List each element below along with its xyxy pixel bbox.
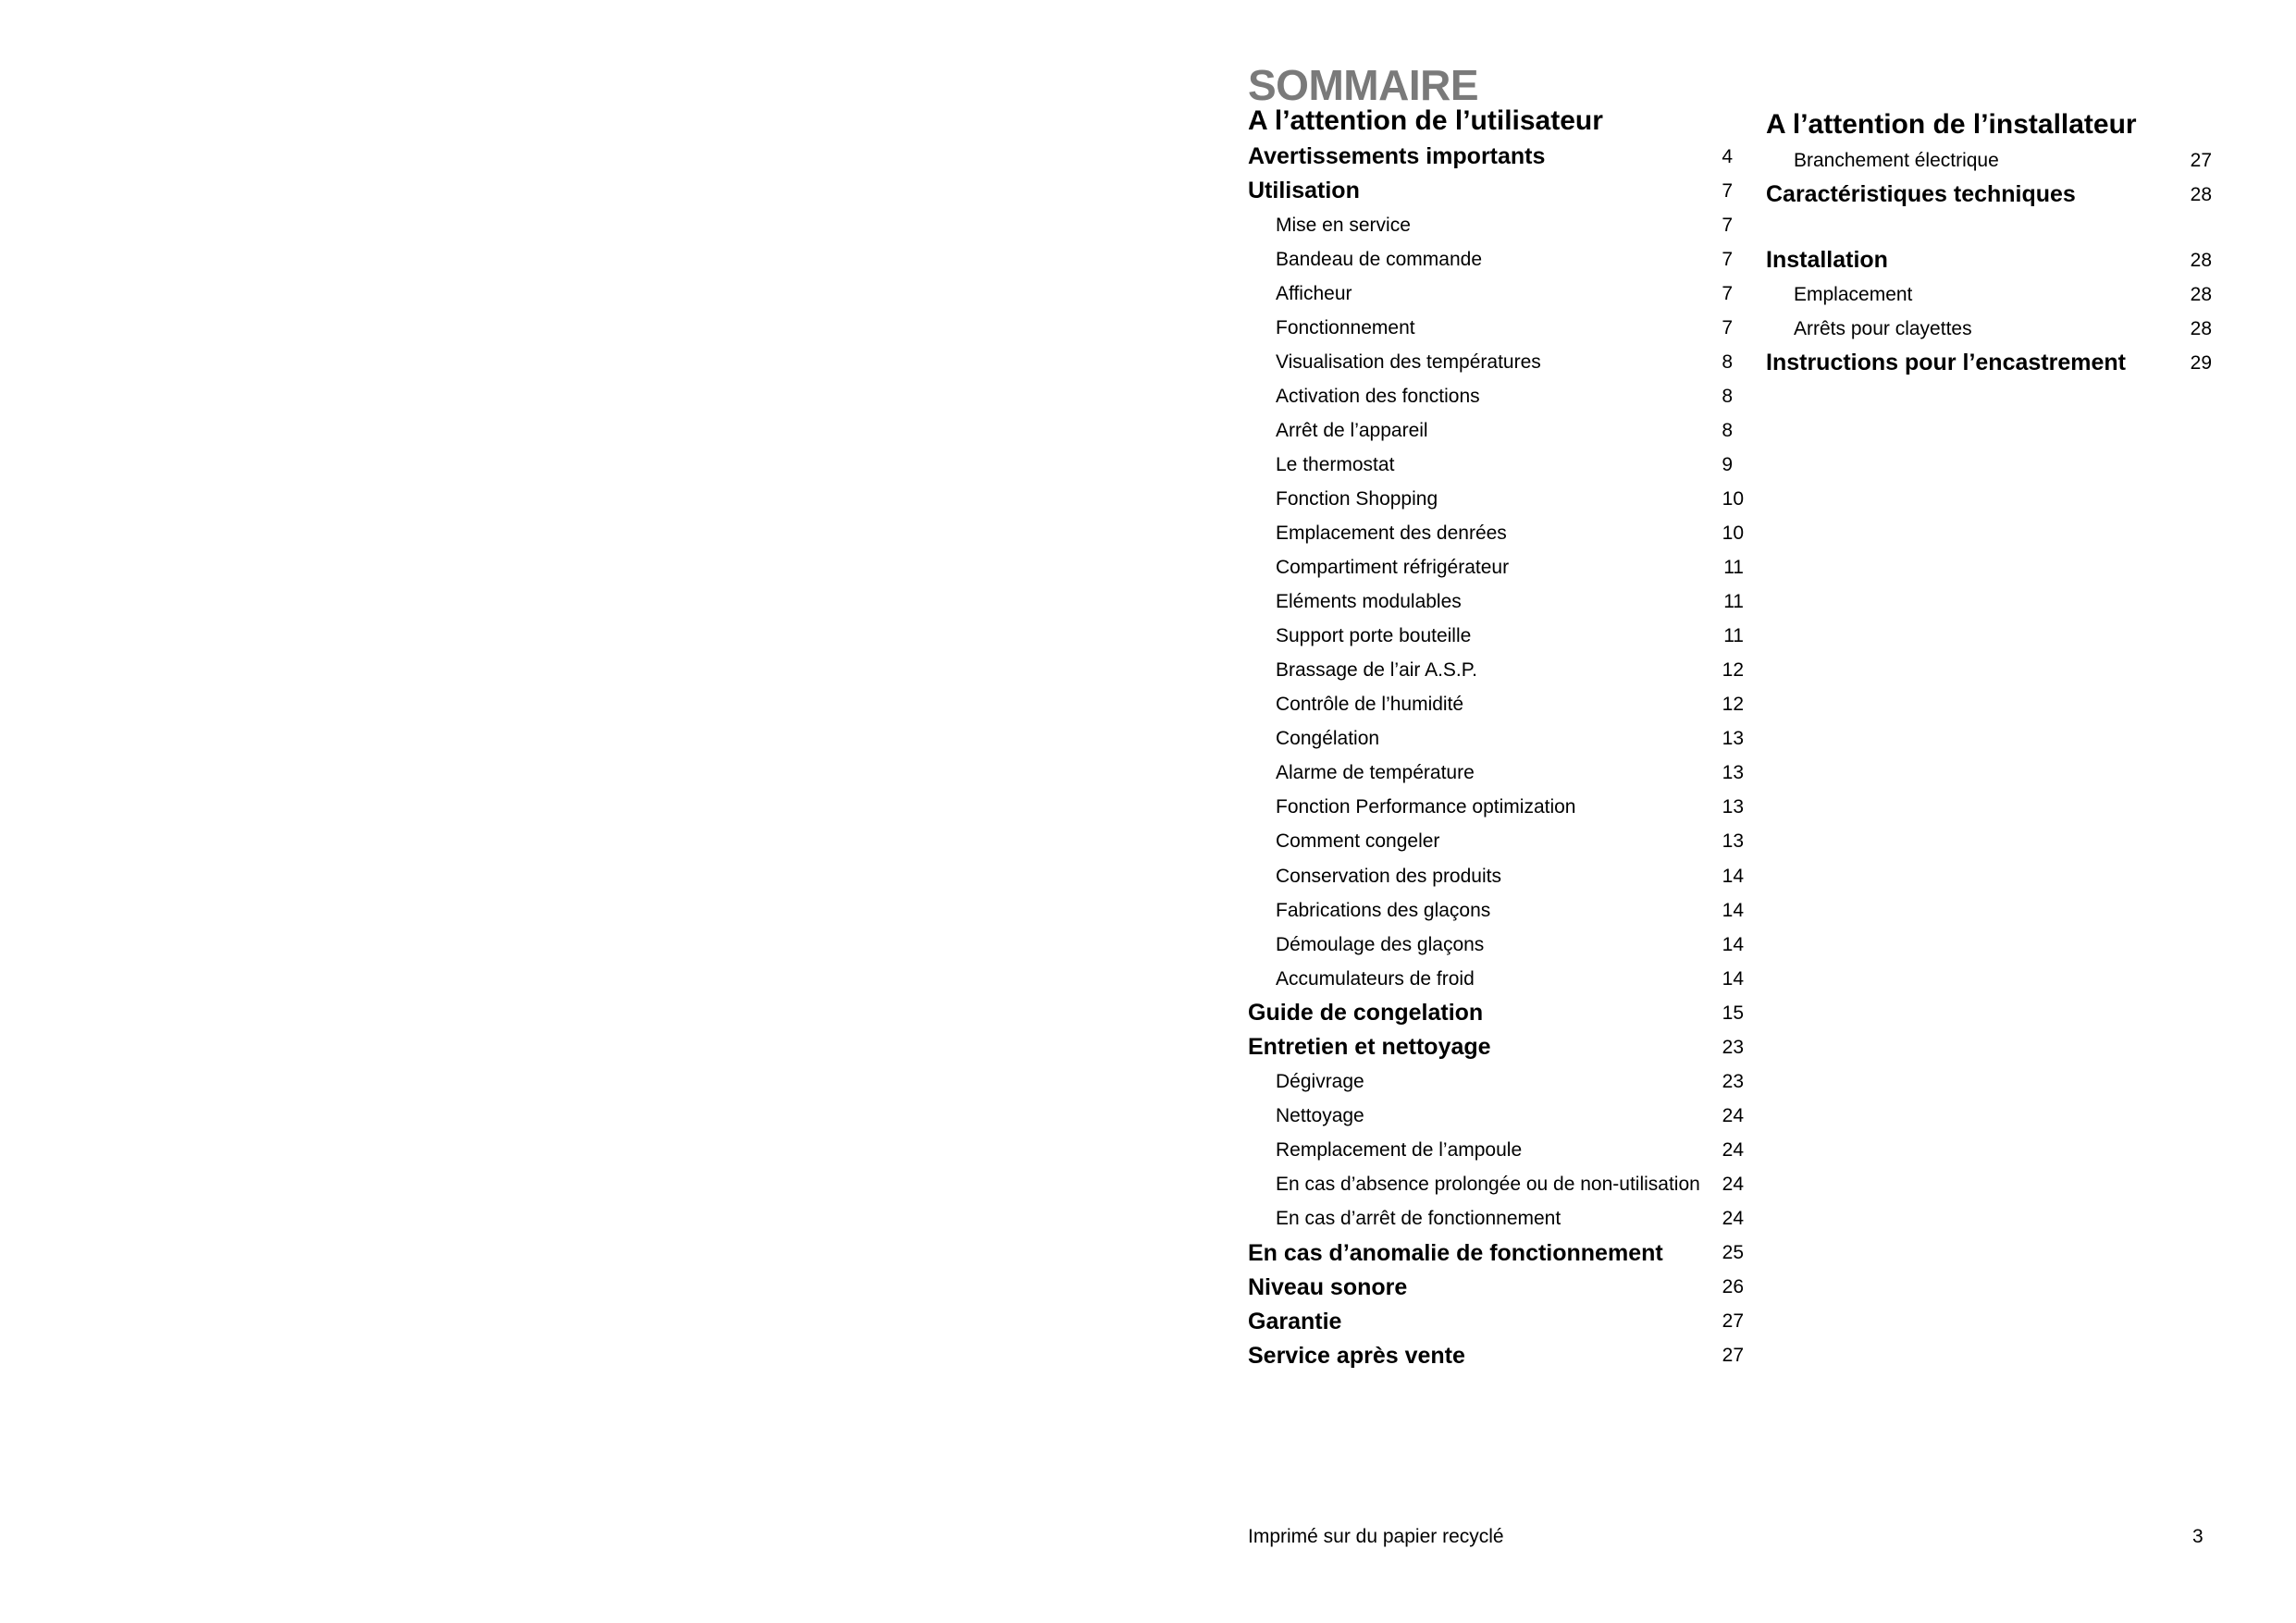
toc-entry-page: 28 (2190, 183, 2212, 205)
toc-entry-label: Accumulateurs de froid (1276, 967, 1475, 990)
toc-entry-label: Compartiment réfrigérateur (1276, 557, 1510, 579)
toc-entry-label: Le thermostat (1276, 453, 1395, 475)
toc-entry-fonctionnement[interactable] (1248, 311, 1744, 345)
toc-entry-page: 12 (1722, 659, 1744, 682)
toc-entry-page: 24 (1722, 1207, 1744, 1229)
toc-entry-label: Eléments modulables (1276, 591, 1462, 613)
toc-entry-page: 7 (1722, 282, 1733, 304)
toc-entry-label: En cas d’absence prolongée ou de non-utilisation (1276, 1173, 1700, 1195)
toc-entry-en-cas-d-anomalie-de-fonctionnement[interactable] (1248, 1236, 1744, 1271)
toc-entry-visualisation-des-temperatures[interactable] (1248, 345, 1744, 379)
toc-entry-en-cas-d-absence-prolongee-ou-de-non-utilisation[interactable] (1248, 1167, 1744, 1201)
toc-entry-page: 28 (2190, 283, 2212, 305)
toc-entry-label: Nettoyage (1276, 1104, 1364, 1126)
toc-entry-page: 24 (1722, 1138, 1744, 1161)
installer-section-heading: A l’attention de l’installateur (1766, 109, 2137, 140)
toc-entry-elements-modulables[interactable] (1248, 585, 1744, 620)
toc-entry-page: 14 (1722, 967, 1744, 990)
toc-entry-label: Congélation (1276, 728, 1380, 750)
toc-entry-page: 14 (1722, 899, 1744, 921)
toc-entry-label: Brassage de l’air A.S.P. (1276, 659, 1477, 682)
toc-entry-page: 10 (1722, 487, 1744, 510)
toc-entry-page: 27 (1722, 1310, 1744, 1333)
toc-entry-label: Fabrications des glaçons (1276, 899, 1491, 921)
page-number: 3 (2192, 1526, 2203, 1547)
toc-entry-fonction-performance-optimization[interactable] (1248, 791, 1744, 825)
toc-entry-label: Instructions pour l’encastrement (1766, 350, 2126, 376)
toc-entry-label: Fonction Performance optimization (1276, 796, 1576, 818)
toc-entry-page: 27 (1722, 1345, 1744, 1367)
toc-entry-label: Alarme de température (1276, 762, 1475, 784)
toc-entry-avertissements-importants[interactable] (1248, 140, 1744, 174)
toc-entry-arrets-pour-clayettes[interactable] (1766, 312, 2212, 346)
toc-entry-caracteristiques-techniques[interactable] (1766, 178, 2212, 212)
toc-entry-label: Visualisation des températures (1276, 350, 1541, 373)
toc-entry-page: 13 (1722, 796, 1744, 818)
toc-entry-page: 8 (1722, 419, 1733, 441)
toc-entry-page: 23 (1722, 1070, 1744, 1092)
toc-entry-alarme-de-temperature[interactable] (1248, 756, 1744, 791)
toc-installer-list (1766, 143, 2212, 380)
toc-entry-page: 29 (2190, 351, 2212, 374)
toc-entry-label: Conservation des produits (1276, 865, 1501, 887)
toc-entry-label: Démoulage des glaçons (1276, 933, 1485, 955)
toc-entry-page: 10 (1722, 523, 1744, 545)
toc-entry-bandeau-de-commande[interactable] (1248, 242, 1744, 277)
toc-entry-conservation-des-produits[interactable] (1248, 859, 1744, 893)
toc-entry-brassage-de-l-air-a-s-p[interactable] (1248, 654, 1744, 688)
toc-entry-page: 15 (1722, 1002, 1744, 1024)
toc-entry-label: Activation des fonctions (1276, 385, 1480, 407)
toc-entry-page: 14 (1722, 933, 1744, 955)
toc-entry-label: Emplacement (1794, 283, 1913, 305)
toc-entry-page: 11 (1723, 557, 1744, 579)
toc-entry-label: Utilisation (1248, 178, 1360, 204)
toc-entry-label: Contrôle de l’humidité (1276, 694, 1464, 716)
toc-entry-label: Fonction Shopping (1276, 487, 1438, 510)
toc-entry-label: Service après vente (1248, 1342, 1465, 1369)
toc-entry-en-cas-d-arret-de-fonctionnement[interactable] (1248, 1201, 1744, 1236)
toc-entry-label: Guide de congelation (1248, 1000, 1484, 1027)
toc-entry-branchement-electrique[interactable] (1766, 143, 2212, 178)
toc-entry-label: Dégivrage (1276, 1070, 1364, 1092)
toc-entry-page: 24 (1722, 1173, 1744, 1195)
toc-entry-instructions-pour-l-encastrement[interactable] (1766, 346, 2212, 380)
toc-entry-label: Branchement électrique (1794, 149, 1999, 171)
toc-entry-page: 11 (1723, 625, 1744, 647)
toc-entry-label: Arrêt de l’appareil (1276, 419, 1428, 441)
toc-entry-page: 23 (1722, 1036, 1744, 1058)
toc-entry-page: 9 (1722, 453, 1733, 475)
toc-entry-page: 7 (1722, 316, 1733, 338)
toc-entry-utilisation[interactable] (1248, 174, 1744, 208)
toc-entry-afficheur[interactable] (1248, 277, 1744, 311)
toc-entry-page: 7 (1722, 214, 1733, 236)
toc-entry-label: Fonctionnement (1276, 316, 1415, 338)
toc-spacer (1766, 212, 2212, 243)
toc-entry-page: 13 (1722, 830, 1744, 853)
toc-entry-label: Caractéristiques techniques (1766, 181, 2076, 208)
toc-entry-remplacement-de-l-ampoule[interactable] (1248, 1133, 1744, 1167)
toc-entry-label: En cas d’anomalie de fonctionnement (1248, 1239, 1663, 1266)
toc-entry-page: 13 (1722, 762, 1744, 784)
toc-entry-label: Mise en service (1276, 214, 1411, 236)
toc-entry-page: 14 (1722, 865, 1744, 887)
toc-entry-label: En cas d’arrêt de fonctionnement (1276, 1207, 1562, 1229)
toc-entry-page: 24 (1722, 1104, 1744, 1126)
toc-entry-garantie[interactable] (1248, 1305, 1744, 1339)
toc-entry-arret-de-l-appareil[interactable] (1248, 413, 1744, 448)
toc-entry-page: 28 (2190, 249, 2212, 271)
user-section-heading: A l’attention de l’utilisateur (1248, 105, 1603, 136)
toc-entry-label: Niveau sonore (1248, 1273, 1408, 1300)
page-title: SOMMAIRE (1248, 61, 1478, 109)
toc-entry-page: 12 (1722, 694, 1744, 716)
toc-entry-accumulateurs-de-froid[interactable] (1248, 962, 1744, 996)
recycled-paper-note: Imprimé sur du papier recyclé (1248, 1526, 1504, 1547)
toc-entry-label: Installation (1766, 247, 1888, 274)
toc-entry-fonction-shopping[interactable] (1248, 482, 1744, 516)
toc-entry-congelation[interactable] (1248, 722, 1744, 756)
toc-entry-label: Avertissements importants (1248, 143, 1546, 170)
toc-entry-page: 28 (2190, 317, 2212, 339)
toc-entry-page: 7 (1722, 248, 1733, 270)
toc-entry-service-apres-vente[interactable] (1248, 1339, 1744, 1373)
toc-entry-installation[interactable] (1766, 243, 2212, 277)
toc-entry-fabrications-des-glacons[interactable] (1248, 893, 1744, 928)
toc-entry-niveau-sonore[interactable] (1248, 1271, 1744, 1305)
toc-entry-demoulage-des-glacons[interactable] (1248, 928, 1744, 962)
toc-entry-label: Emplacement des denrées (1276, 523, 1507, 545)
toc-entry-nettoyage[interactable] (1248, 1099, 1744, 1133)
toc-entry-page: 27 (2190, 149, 2212, 171)
toc-entry-page: 25 (1722, 1242, 1744, 1264)
toc-entry-label: Afficheur (1276, 282, 1352, 304)
toc-entry-label: Remplacement de l’ampoule (1276, 1138, 1523, 1161)
toc-entry-label: Comment congeler (1276, 830, 1440, 853)
toc-entry-page: 26 (1722, 1276, 1744, 1298)
toc-entry-page: 13 (1722, 728, 1744, 750)
toc-entry-page: 8 (1722, 350, 1733, 373)
toc-entry-support-porte-bouteille[interactable] (1248, 620, 1744, 654)
toc-user-list (1248, 140, 1744, 1373)
toc-entry-page: 4 (1722, 145, 1733, 167)
toc-entry-activation-des-fonctions[interactable] (1248, 379, 1744, 413)
toc-entry-degivrage[interactable] (1248, 1064, 1744, 1099)
toc-entry-label: Arrêts pour clayettes (1794, 317, 1972, 339)
toc-entry-label: Garantie (1248, 1308, 1342, 1334)
toc-entry-label: Bandeau de commande (1276, 248, 1482, 270)
toc-entry-compartiment-refrigerateur[interactable] (1248, 551, 1744, 585)
toc-entry-page: 7 (1722, 179, 1733, 202)
toc-entry-emplacement[interactable] (1766, 277, 2212, 312)
toc-entry-mise-en-service[interactable] (1248, 208, 1744, 242)
toc-entry-le-thermostat[interactable] (1248, 448, 1744, 482)
toc-entry-label: Support porte bouteille (1276, 625, 1472, 647)
toc-entry-controle-de-l-humidite[interactable] (1248, 688, 1744, 722)
toc-entry-emplacement-des-denrees[interactable] (1248, 517, 1744, 551)
toc-entry-comment-congeler[interactable] (1248, 825, 1744, 859)
toc-entry-page: 11 (1723, 591, 1744, 613)
toc-entry-guide-de-congelation[interactable] (1248, 996, 1744, 1030)
toc-entry-page: 8 (1722, 385, 1733, 407)
toc-entry-entretien-et-nettoyage[interactable] (1248, 1030, 1744, 1064)
toc-entry-label: Entretien et nettoyage (1248, 1034, 1491, 1061)
